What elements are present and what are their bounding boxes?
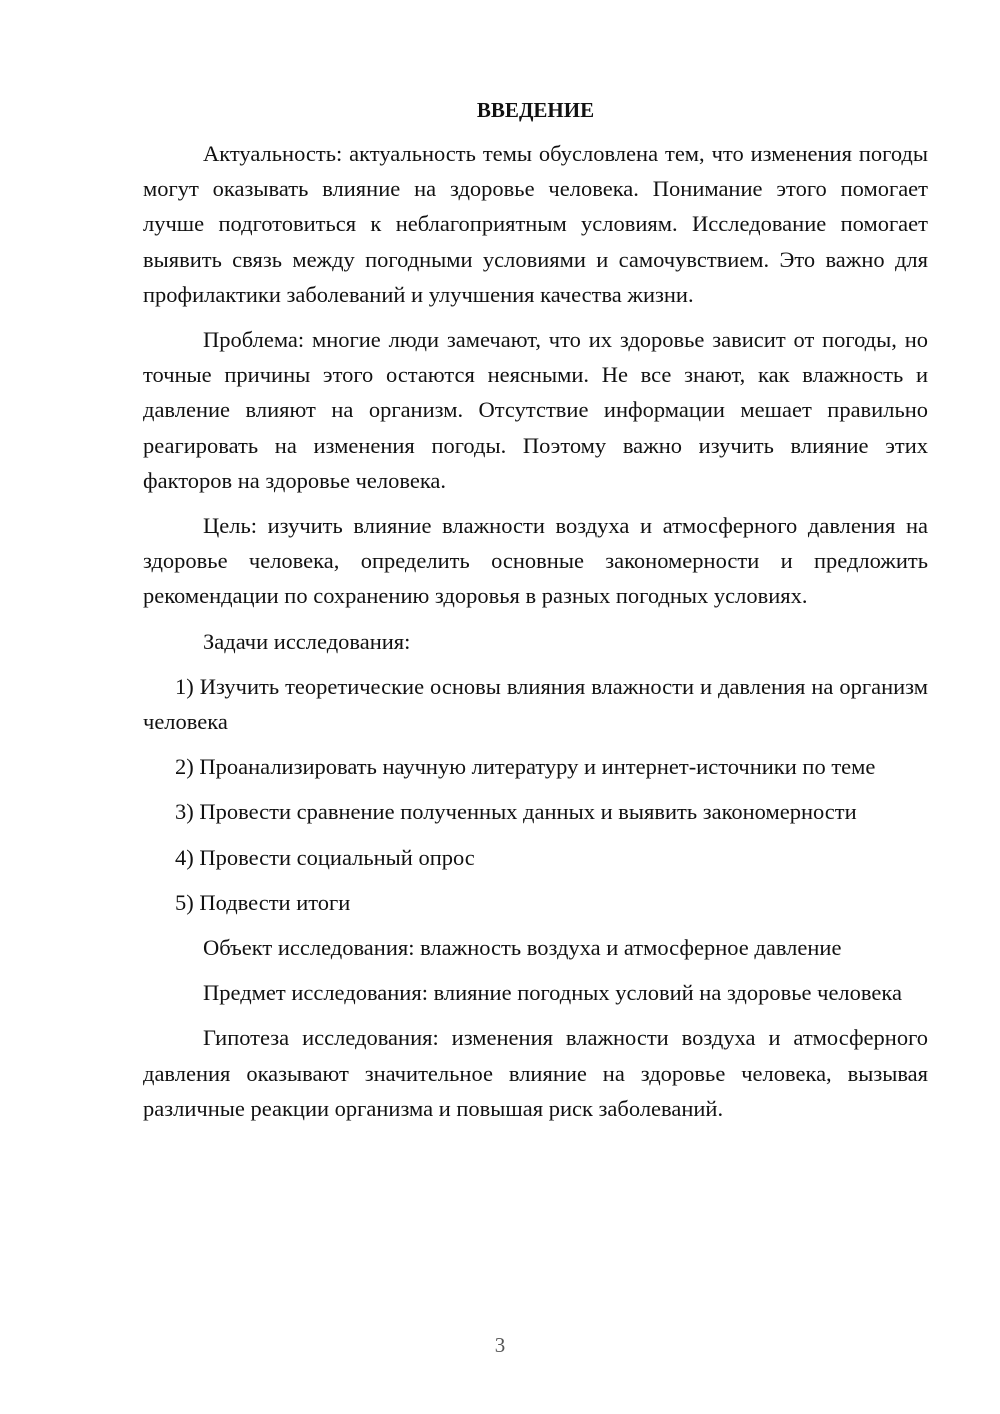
relevance-paragraph: Актуальность: актуальность темы обусловлена тем, что изменения погоды могут оказывать влияние на здоровье человека. Понимание этого помогает лучше подготовиться к неблагоприятным условиям. Исследование помогает выявить связь между погодными условиями и самочувствием. Это важно для профилактики заболеваний и улучшения качества жизни. bbox=[143, 141, 928, 307]
page-title: ВВЕДЕНИЕ bbox=[476, 98, 595, 122]
document-page bbox=[143, 92, 928, 1136]
object-paragraph: Объект исследования: влажность воздуха и атмосферное давление bbox=[203, 935, 842, 961]
task-item-3: 3) Провести сравнение полученных данных и выявить закономерности bbox=[175, 799, 857, 825]
task-item-1: 1) Изучить теоретические основы влияния влажности и давления на организм человека bbox=[143, 673, 928, 735]
task-item-4: 4) Провести социальный опрос bbox=[175, 844, 475, 870]
task-item-5: 5) Подвести итоги bbox=[175, 889, 351, 915]
tasks-heading: Задачи исследования: bbox=[203, 628, 411, 654]
page-number: 3 bbox=[494, 1333, 506, 1357]
problem-paragraph: Проблема: многие люди замечают, что их здоровье зависит от погоды, но точные причины этого остаются неясными. Не все знают, как влажность и давление влияют на организм. Отсутствие информации мешает правильно реагировать на изменения погоды. Поэтому важно изучить влияние этих факторов на здоровье человека. bbox=[143, 327, 928, 493]
task-item-2: 2) Проанализировать научную литературу и интернет-источники по теме bbox=[175, 754, 876, 780]
hypothesis-paragraph: Гипотеза исследования: изменения влажности воздуха и атмосферного давления оказывают значительное влияние на здоровье человека, вызывая различные реакции организма и повышая риск заболеваний. bbox=[143, 1025, 928, 1121]
subject-paragraph: Предмет исследования: влияние погодных условий на здоровье человека bbox=[203, 980, 902, 1006]
goal-paragraph: Цель: изучить влияние влажности воздуха и атмосферного давления на здоровье человека, определить основные закономерности и предложить рекомендации по сохранению здоровья в разных погодных условиях. bbox=[143, 513, 928, 609]
